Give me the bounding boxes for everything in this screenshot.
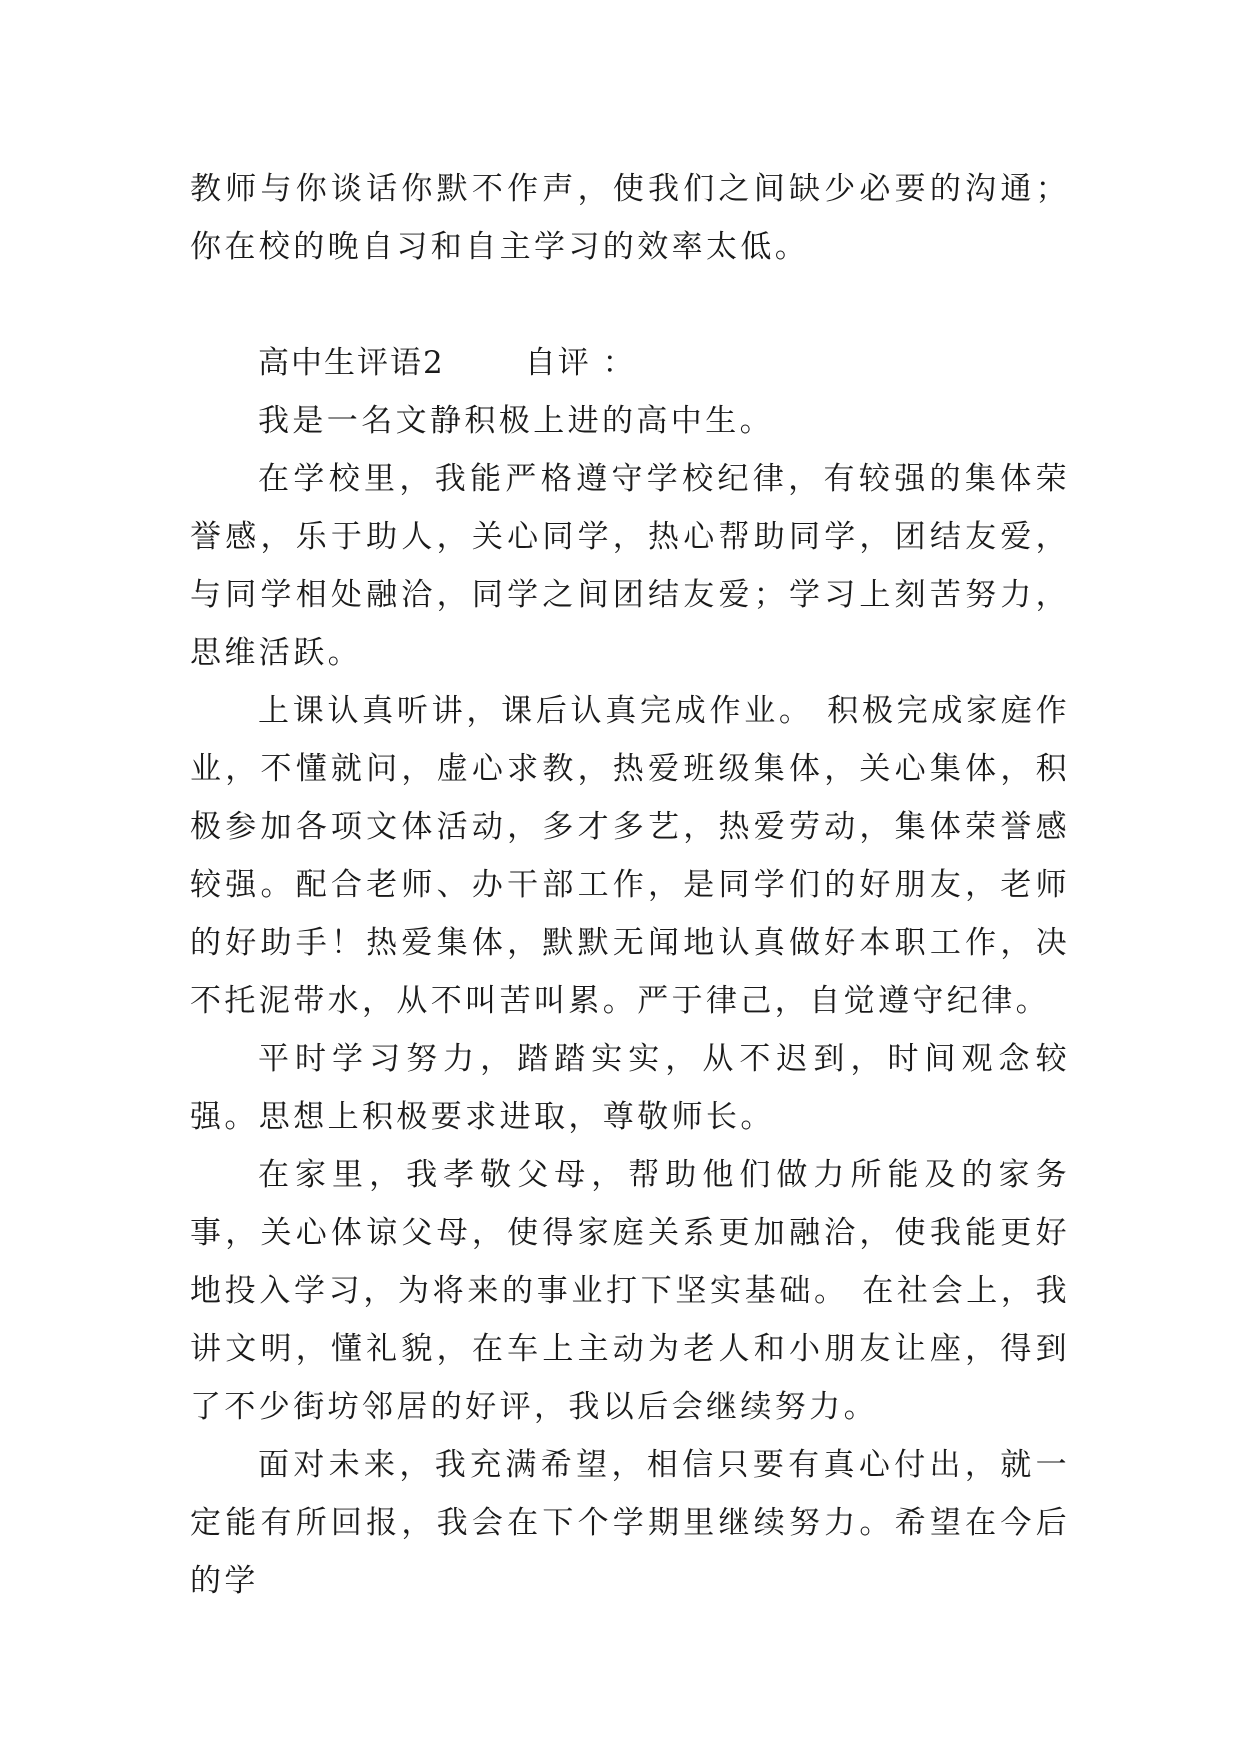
paragraph-gap: [190, 276, 1070, 334]
body-paragraph-3: 上课认真听讲，课后认真完成作业。 积极完成家庭作业，不懂就问，虚心求教，热爱班级集体，关心集体，积极参加各项文体活动，多才多艺，热爱劳动，集体荣誉感较强。配合老师、办干部工作，是同学们的好朋友，老师的好助手！热爱集体，默默无闻地认真做好本职工作，决不托泥带水，从不叫苦叫累。严于律己，自觉遵守纪律。: [190, 693, 1070, 1019]
body-paragraph-5: 在家里，我孝敬父母，帮助他们做力所能及的家务事，关心体谅父母，使得家庭关系更加融洽，使我能更好地投入学习，为将来的事业打下坚实基础。 在社会上，我讲文明，懂礼貌，在车上主动为老人和小朋友让座，得到了不少街坊邻居的好评，我以后会继续努力。: [190, 1157, 1070, 1425]
section-subtitle: 自评 ：: [524, 345, 636, 381]
document-body: [190, 160, 1070, 1610]
body-paragraph-4: 平时学习努力，踏踏实实，从不迟到，时间观念较强。思想上积极要求进取，尊敬师长。: [190, 1041, 1070, 1135]
body-paragraph-6: 面对未来，我充满希望，相信只要有真心付出，就一定能有所回报，我会在下个学期里继续努力。希望在今后的学: [190, 1447, 1070, 1599]
section-title: 高中生评语2: [258, 345, 445, 381]
section-heading: [190, 334, 1070, 392]
body-paragraph-2: 在学校里，我能严格遵守学校纪律，有较强的集体荣誉感，乐于助人，关心同学，热心帮助同学，团结友爱，与同学相处融洽，同学之间团结友爱；学习上刻苦努力，思维活跃。: [190, 461, 1070, 671]
body-paragraph-1: 我是一名文静积极上进的高中生。: [258, 403, 774, 439]
intro-paragraph: 教师与你谈话你默不作声，使我们之间缺少必要的沟通；你在校的晚自习和自主学习的效率太低。: [190, 171, 1070, 265]
